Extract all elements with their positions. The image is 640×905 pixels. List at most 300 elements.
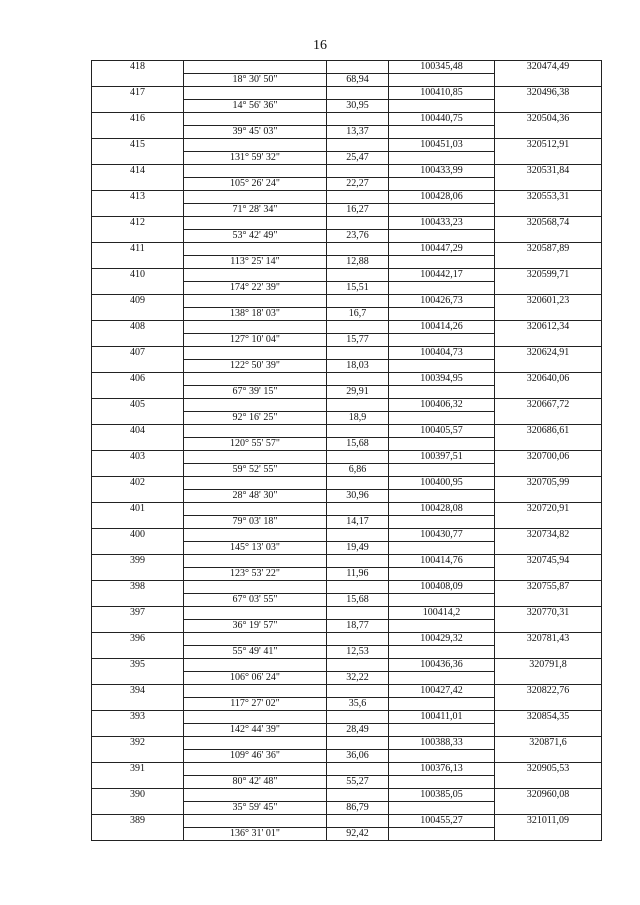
direction-angle-cell <box>184 165 327 178</box>
segment-row <box>92 74 602 87</box>
distance-cell: 6,86 <box>327 464 389 477</box>
point-row <box>92 633 602 646</box>
distance-cell <box>327 477 389 490</box>
y-coordinate-cell <box>495 490 602 503</box>
direction-angle-cell <box>184 555 327 568</box>
point-number-cell <box>92 256 184 269</box>
distance-cell <box>327 737 389 750</box>
direction-angle-cell: 71° 28' 34" <box>184 204 327 217</box>
segment-row <box>92 230 602 243</box>
direction-angle-cell <box>184 763 327 776</box>
point-row <box>92 581 602 594</box>
point-row <box>92 477 602 490</box>
point-row <box>92 815 602 828</box>
x-coordinate-cell <box>389 334 495 347</box>
y-coordinate-cell: 320905,53 <box>495 763 602 776</box>
distance-cell <box>327 425 389 438</box>
point-number-cell: 410 <box>92 269 184 282</box>
direction-angle-cell <box>184 477 327 490</box>
y-coordinate-cell: 321011,09 <box>495 815 602 828</box>
y-coordinate-cell: 320504,36 <box>495 113 602 126</box>
point-number-cell <box>92 204 184 217</box>
distance-cell <box>327 451 389 464</box>
direction-angle-cell: 39° 45' 03" <box>184 126 327 139</box>
direction-angle-cell: 28° 48' 30" <box>184 490 327 503</box>
distance-cell <box>327 269 389 282</box>
x-coordinate-cell: 100447,29 <box>389 243 495 256</box>
point-row <box>92 113 602 126</box>
y-coordinate-cell: 320871,6 <box>495 737 602 750</box>
y-coordinate-cell <box>495 672 602 685</box>
y-coordinate-cell: 320791,8 <box>495 659 602 672</box>
x-coordinate-cell: 100406,32 <box>389 399 495 412</box>
distance-cell <box>327 113 389 126</box>
y-coordinate-cell: 320686,61 <box>495 425 602 438</box>
point-row <box>92 555 602 568</box>
point-number-cell: 408 <box>92 321 184 334</box>
point-number-cell: 394 <box>92 685 184 698</box>
point-number-cell <box>92 464 184 477</box>
x-coordinate-cell <box>389 828 495 841</box>
direction-angle-cell <box>184 503 327 516</box>
direction-angle-cell: 117° 27' 02" <box>184 698 327 711</box>
direction-angle-cell: 109° 46' 36" <box>184 750 327 763</box>
distance-cell: 86,79 <box>327 802 389 815</box>
direction-angle-cell: 53° 42' 49" <box>184 230 327 243</box>
x-coordinate-cell <box>389 776 495 789</box>
x-coordinate-cell: 100428,06 <box>389 191 495 204</box>
x-coordinate-cell <box>389 594 495 607</box>
distance-cell: 14,17 <box>327 516 389 529</box>
point-row <box>92 373 602 386</box>
x-coordinate-cell: 100400,95 <box>389 477 495 490</box>
distance-cell: 16,7 <box>327 308 389 321</box>
y-coordinate-cell <box>495 620 602 633</box>
x-coordinate-cell: 100394,95 <box>389 373 495 386</box>
y-coordinate-cell <box>495 828 602 841</box>
distance-cell: 12,53 <box>327 646 389 659</box>
segment-row <box>92 516 602 529</box>
point-number-cell <box>92 334 184 347</box>
distance-cell: 30,95 <box>327 100 389 113</box>
y-coordinate-cell <box>495 204 602 217</box>
point-row <box>92 529 602 542</box>
point-number-cell: 406 <box>92 373 184 386</box>
x-coordinate-cell <box>389 516 495 529</box>
point-number-cell: 399 <box>92 555 184 568</box>
direction-angle-cell: 127° 10' 04" <box>184 334 327 347</box>
point-number-cell <box>92 672 184 685</box>
distance-cell: 32,22 <box>327 672 389 685</box>
direction-angle-cell: 80° 42' 48" <box>184 776 327 789</box>
distance-cell: 15,68 <box>327 594 389 607</box>
direction-angle-cell: 142° 44' 39" <box>184 724 327 737</box>
segment-row <box>92 386 602 399</box>
distance-cell: 35,6 <box>327 698 389 711</box>
point-number-cell <box>92 490 184 503</box>
distance-cell: 28,49 <box>327 724 389 737</box>
y-coordinate-cell <box>495 100 602 113</box>
segment-row <box>92 204 602 217</box>
direction-angle-cell <box>184 633 327 646</box>
y-coordinate-cell <box>495 802 602 815</box>
segment-row <box>92 542 602 555</box>
direction-angle-cell <box>184 191 327 204</box>
distance-cell: 23,76 <box>327 230 389 243</box>
x-coordinate-cell: 100411,01 <box>389 711 495 724</box>
direction-angle-cell <box>184 217 327 230</box>
y-coordinate-cell <box>495 308 602 321</box>
point-number-cell <box>92 698 184 711</box>
direction-angle-cell: 14° 56' 36" <box>184 100 327 113</box>
point-row <box>92 737 602 750</box>
point-number-cell <box>92 828 184 841</box>
y-coordinate-cell <box>495 750 602 763</box>
point-number-cell: 412 <box>92 217 184 230</box>
direction-angle-cell: 106° 06' 24" <box>184 672 327 685</box>
x-coordinate-cell: 100414,2 <box>389 607 495 620</box>
direction-angle-cell <box>184 61 327 74</box>
direction-angle-cell <box>184 321 327 334</box>
x-coordinate-cell <box>389 256 495 269</box>
point-number-cell <box>92 568 184 581</box>
segment-row <box>92 672 602 685</box>
y-coordinate-cell: 320745,94 <box>495 555 602 568</box>
x-coordinate-cell <box>389 724 495 737</box>
x-coordinate-cell: 100410,85 <box>389 87 495 100</box>
distance-cell <box>327 139 389 152</box>
segment-row <box>92 412 602 425</box>
direction-angle-cell: 123° 53' 22" <box>184 568 327 581</box>
x-coordinate-cell: 100442,17 <box>389 269 495 282</box>
point-row <box>92 425 602 438</box>
distance-cell <box>327 529 389 542</box>
direction-angle-cell <box>184 399 327 412</box>
direction-angle-cell: 92° 16' 25" <box>184 412 327 425</box>
y-coordinate-cell <box>495 360 602 373</box>
point-number-cell <box>92 178 184 191</box>
x-coordinate-cell <box>389 100 495 113</box>
point-number-cell: 389 <box>92 815 184 828</box>
point-number-cell: 405 <box>92 399 184 412</box>
point-row <box>92 269 602 282</box>
point-number-cell: 413 <box>92 191 184 204</box>
direction-angle-cell: 55° 49' 41" <box>184 646 327 659</box>
distance-cell <box>327 399 389 412</box>
point-number-cell <box>92 542 184 555</box>
point-number-cell: 404 <box>92 425 184 438</box>
x-coordinate-cell <box>389 74 495 87</box>
point-row <box>92 451 602 464</box>
y-coordinate-cell: 320781,43 <box>495 633 602 646</box>
y-coordinate-cell <box>495 516 602 529</box>
x-coordinate-cell <box>389 646 495 659</box>
direction-angle-cell <box>184 295 327 308</box>
distance-cell <box>327 373 389 386</box>
point-number-cell <box>92 802 184 815</box>
x-coordinate-cell <box>389 360 495 373</box>
direction-angle-cell <box>184 607 327 620</box>
point-number-cell <box>92 594 184 607</box>
x-coordinate-cell <box>389 464 495 477</box>
y-coordinate-cell: 320568,74 <box>495 217 602 230</box>
point-number-cell <box>92 126 184 139</box>
x-coordinate-cell: 100440,75 <box>389 113 495 126</box>
segment-row <box>92 568 602 581</box>
point-number-cell: 398 <box>92 581 184 594</box>
y-coordinate-cell: 320474,49 <box>495 61 602 74</box>
point-number-cell: 393 <box>92 711 184 724</box>
point-number-cell: 416 <box>92 113 184 126</box>
direction-angle-cell: 79° 03' 18" <box>184 516 327 529</box>
point-number-cell <box>92 386 184 399</box>
point-row <box>92 61 602 74</box>
y-coordinate-cell <box>495 152 602 165</box>
y-coordinate-cell <box>495 230 602 243</box>
point-number-cell: 411 <box>92 243 184 256</box>
point-number-cell: 407 <box>92 347 184 360</box>
point-row <box>92 607 602 620</box>
point-row <box>92 87 602 100</box>
point-row <box>92 321 602 334</box>
y-coordinate-cell: 320770,31 <box>495 607 602 620</box>
point-number-cell: 392 <box>92 737 184 750</box>
point-number-cell <box>92 620 184 633</box>
direction-angle-cell: 131° 59' 32" <box>184 152 327 165</box>
direction-angle-cell: 67° 03' 55" <box>184 594 327 607</box>
point-row <box>92 191 602 204</box>
x-coordinate-cell: 100397,51 <box>389 451 495 464</box>
distance-cell: 22,27 <box>327 178 389 191</box>
distance-cell <box>327 763 389 776</box>
distance-cell <box>327 191 389 204</box>
point-row <box>92 763 602 776</box>
point-number-cell: 395 <box>92 659 184 672</box>
y-coordinate-cell <box>495 74 602 87</box>
point-row <box>92 659 602 672</box>
distance-cell <box>327 165 389 178</box>
x-coordinate-cell <box>389 178 495 191</box>
x-coordinate-cell: 100436,36 <box>389 659 495 672</box>
direction-angle-cell <box>184 243 327 256</box>
point-number-cell: 390 <box>92 789 184 802</box>
distance-cell: 18,03 <box>327 360 389 373</box>
distance-cell <box>327 581 389 594</box>
direction-angle-cell <box>184 139 327 152</box>
y-coordinate-cell: 320512,91 <box>495 139 602 152</box>
distance-cell <box>327 555 389 568</box>
direction-angle-cell <box>184 529 327 542</box>
point-number-cell <box>92 750 184 763</box>
point-number-cell <box>92 360 184 373</box>
point-row <box>92 243 602 256</box>
segment-row <box>92 360 602 373</box>
point-number-cell: 415 <box>92 139 184 152</box>
segment-row <box>92 698 602 711</box>
segment-row <box>92 308 602 321</box>
point-number-cell <box>92 282 184 295</box>
distance-cell: 12,88 <box>327 256 389 269</box>
direction-angle-cell: 36° 19' 57" <box>184 620 327 633</box>
point-number-cell <box>92 438 184 451</box>
y-coordinate-cell <box>495 438 602 451</box>
x-coordinate-cell: 100385,05 <box>389 789 495 802</box>
segment-row <box>92 646 602 659</box>
distance-cell <box>327 789 389 802</box>
segment-row <box>92 334 602 347</box>
segment-row <box>92 594 602 607</box>
x-coordinate-cell <box>389 152 495 165</box>
direction-angle-cell: 138° 18' 03" <box>184 308 327 321</box>
distance-cell: 29,91 <box>327 386 389 399</box>
point-number-cell <box>92 152 184 165</box>
direction-angle-cell <box>184 347 327 360</box>
y-coordinate-cell: 320640,06 <box>495 373 602 386</box>
y-coordinate-cell: 320553,31 <box>495 191 602 204</box>
y-coordinate-cell <box>495 698 602 711</box>
y-coordinate-cell <box>495 776 602 789</box>
y-coordinate-cell: 320822,76 <box>495 685 602 698</box>
x-coordinate-cell <box>389 698 495 711</box>
segment-row <box>92 152 602 165</box>
x-coordinate-cell <box>389 620 495 633</box>
segment-row <box>92 178 602 191</box>
y-coordinate-cell: 320705,99 <box>495 477 602 490</box>
point-row <box>92 789 602 802</box>
direction-angle-cell: 67° 39' 15" <box>184 386 327 399</box>
x-coordinate-cell: 100428,08 <box>389 503 495 516</box>
direction-angle-cell: 145° 13' 03" <box>184 542 327 555</box>
segment-row <box>92 126 602 139</box>
distance-cell: 15,51 <box>327 282 389 295</box>
point-number-cell: 409 <box>92 295 184 308</box>
coordinates-table <box>91 60 602 841</box>
x-coordinate-cell <box>389 802 495 815</box>
x-coordinate-cell: 100388,33 <box>389 737 495 750</box>
distance-cell <box>327 815 389 828</box>
y-coordinate-cell <box>495 594 602 607</box>
page-number: 16 <box>313 38 327 53</box>
distance-cell: 55,27 <box>327 776 389 789</box>
x-coordinate-cell <box>389 204 495 217</box>
direction-angle-cell: 136° 31' 01" <box>184 828 327 841</box>
point-number-cell: 400 <box>92 529 184 542</box>
y-coordinate-cell: 320624,91 <box>495 347 602 360</box>
distance-cell: 11,96 <box>327 568 389 581</box>
direction-angle-cell: 35° 59' 45" <box>184 802 327 815</box>
y-coordinate-cell <box>495 412 602 425</box>
y-coordinate-cell: 320601,23 <box>495 295 602 308</box>
x-coordinate-cell: 100414,76 <box>389 555 495 568</box>
distance-cell: 15,77 <box>327 334 389 347</box>
point-row <box>92 139 602 152</box>
point-number-cell <box>92 412 184 425</box>
x-coordinate-cell: 100426,73 <box>389 295 495 308</box>
y-coordinate-cell <box>495 256 602 269</box>
distance-cell <box>327 61 389 74</box>
distance-cell: 19,49 <box>327 542 389 555</box>
point-number-cell: 417 <box>92 87 184 100</box>
direction-angle-cell <box>184 581 327 594</box>
point-number-cell <box>92 74 184 87</box>
x-coordinate-cell: 100455,27 <box>389 815 495 828</box>
segment-row <box>92 438 602 451</box>
x-coordinate-cell <box>389 672 495 685</box>
segment-row <box>92 256 602 269</box>
x-coordinate-cell <box>389 750 495 763</box>
distance-cell: 13,37 <box>327 126 389 139</box>
point-number-cell <box>92 646 184 659</box>
y-coordinate-cell: 320734,82 <box>495 529 602 542</box>
distance-cell: 36,06 <box>327 750 389 763</box>
segment-row <box>92 100 602 113</box>
distance-cell: 18,9 <box>327 412 389 425</box>
point-number-cell: 397 <box>92 607 184 620</box>
y-coordinate-cell: 320587,89 <box>495 243 602 256</box>
distance-cell <box>327 633 389 646</box>
segment-row <box>92 464 602 477</box>
point-row <box>92 295 602 308</box>
y-coordinate-cell <box>495 724 602 737</box>
distance-cell: 25,47 <box>327 152 389 165</box>
point-number-cell <box>92 516 184 529</box>
y-coordinate-cell: 320755,87 <box>495 581 602 594</box>
direction-angle-cell <box>184 87 327 100</box>
y-coordinate-cell: 320667,72 <box>495 399 602 412</box>
distance-cell <box>327 295 389 308</box>
distance-cell: 18,77 <box>327 620 389 633</box>
direction-angle-cell <box>184 269 327 282</box>
distance-cell <box>327 711 389 724</box>
direction-angle-cell: 120° 55' 57" <box>184 438 327 451</box>
point-row <box>92 685 602 698</box>
direction-angle-cell <box>184 789 327 802</box>
x-coordinate-cell <box>389 386 495 399</box>
distance-cell <box>327 217 389 230</box>
point-row <box>92 711 602 724</box>
direction-angle-cell <box>184 451 327 464</box>
direction-angle-cell: 105° 26' 24" <box>184 178 327 191</box>
point-number-cell: 414 <box>92 165 184 178</box>
x-coordinate-cell <box>389 126 495 139</box>
x-coordinate-cell: 100429,32 <box>389 633 495 646</box>
y-coordinate-cell: 320960,08 <box>495 789 602 802</box>
x-coordinate-cell <box>389 438 495 451</box>
direction-angle-cell <box>184 737 327 750</box>
y-coordinate-cell <box>495 126 602 139</box>
segment-row <box>92 750 602 763</box>
segment-row <box>92 828 602 841</box>
y-coordinate-cell <box>495 178 602 191</box>
y-coordinate-cell: 320496,38 <box>495 87 602 100</box>
distance-cell <box>327 87 389 100</box>
distance-cell <box>327 685 389 698</box>
x-coordinate-cell: 100404,73 <box>389 347 495 360</box>
point-number-cell: 396 <box>92 633 184 646</box>
segment-row <box>92 490 602 503</box>
direction-angle-cell: 59° 52' 55" <box>184 464 327 477</box>
point-row <box>92 399 602 412</box>
point-number-cell <box>92 724 184 737</box>
y-coordinate-cell <box>495 646 602 659</box>
direction-angle-cell <box>184 815 327 828</box>
direction-angle-cell <box>184 711 327 724</box>
y-coordinate-cell: 320720,91 <box>495 503 602 516</box>
x-coordinate-cell: 100451,03 <box>389 139 495 152</box>
direction-angle-cell <box>184 659 327 672</box>
x-coordinate-cell <box>389 568 495 581</box>
x-coordinate-cell: 100433,99 <box>389 165 495 178</box>
